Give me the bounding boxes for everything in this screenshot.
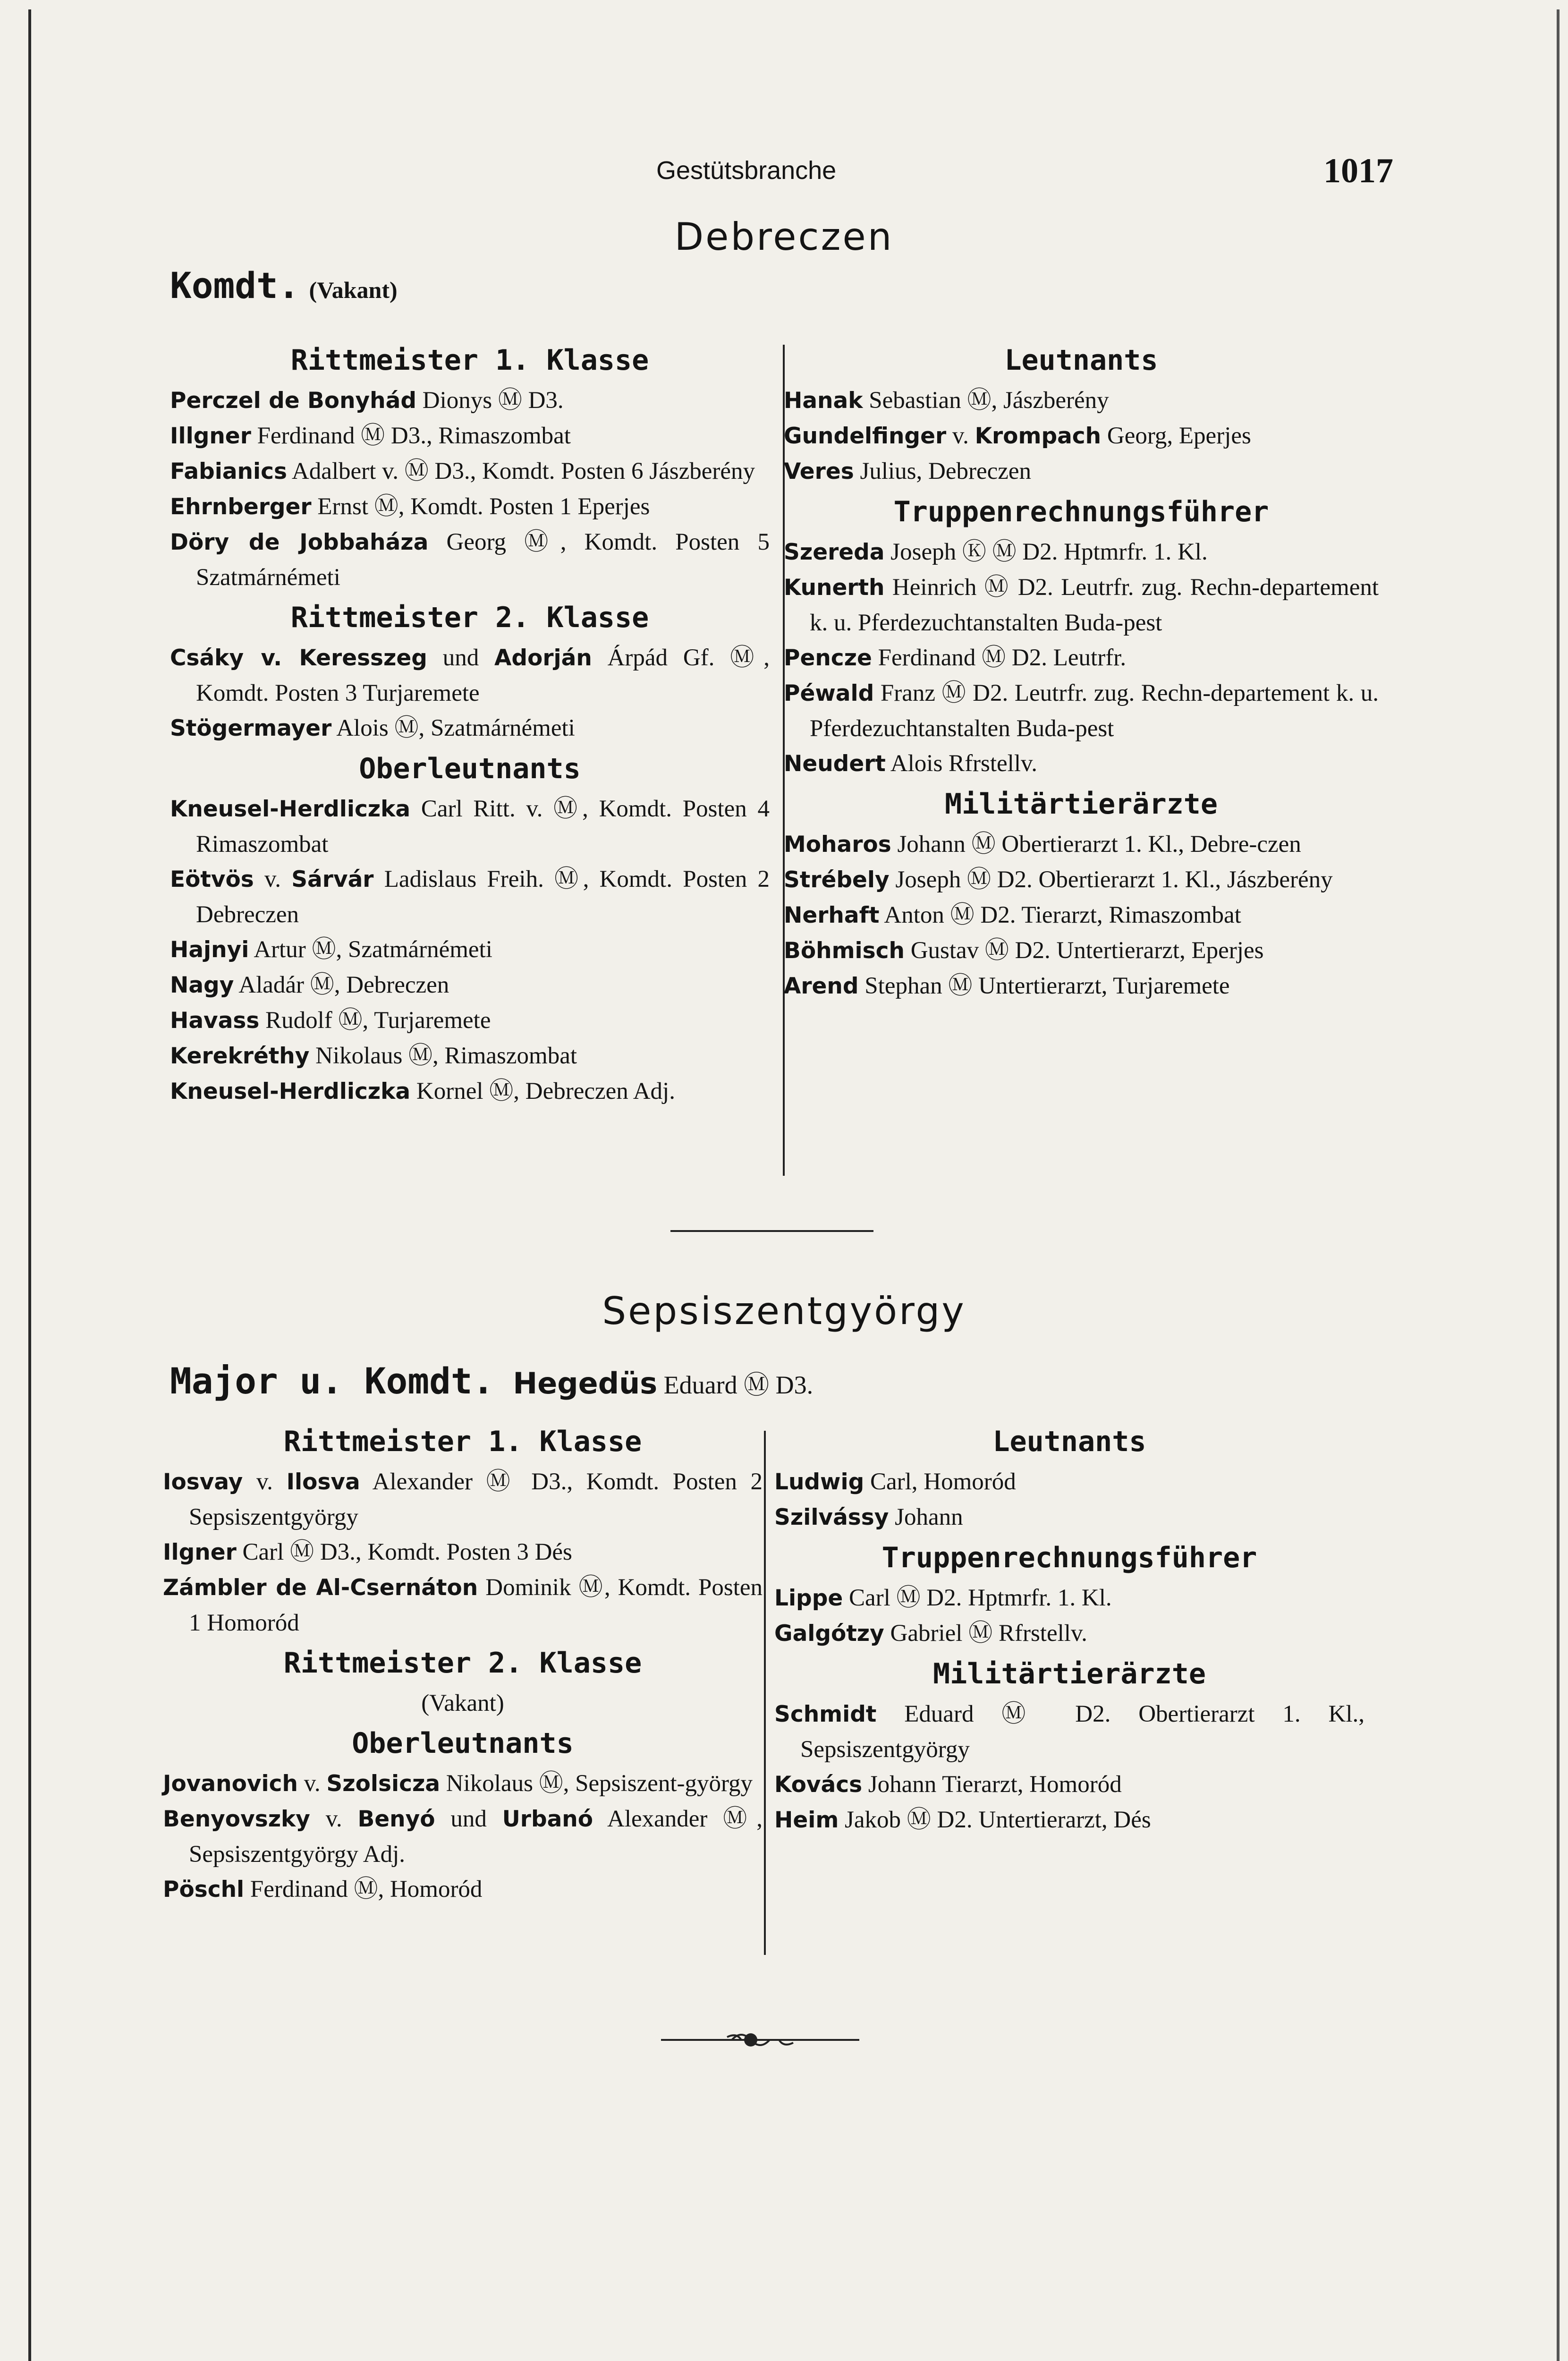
surname-part: Sárvár: [291, 866, 374, 892]
entry-details: Nikolaus Ⓜ, Sepsiszent-györgy: [440, 1770, 753, 1797]
entry-details: Stephan Ⓜ Untertierarzt, Turjaremete: [865, 973, 1230, 999]
roster-entry: [163, 1570, 763, 1640]
surname: Illgner: [170, 423, 251, 449]
roster-entry: [774, 1802, 1365, 1838]
surname: Péwald: [784, 680, 874, 706]
entry-details: Adalbert v. Ⓜ D3., Komdt. Posten 6 Jászberény: [291, 458, 755, 484]
surname: Heim: [774, 1807, 839, 1833]
roster-entry: [784, 676, 1379, 746]
roster-entry: [170, 1074, 770, 1109]
connector: v.: [243, 1469, 287, 1495]
rank-heading: Militärtierärzte: [945, 788, 1218, 821]
debreczen-right-column: [784, 338, 1379, 1004]
roster-entry: [774, 1697, 1365, 1767]
commander-name: Hegedüs: [513, 1366, 658, 1401]
commander-rank: Major u. Komdt.: [170, 1360, 494, 1402]
surname: Szilvássy: [774, 1504, 889, 1530]
entry-details: Nikolaus Ⓜ, Rimaszombat: [315, 1043, 577, 1069]
roster-entry: [784, 454, 1379, 489]
rank-heading: Rittmeister 1. Klasse: [283, 1425, 642, 1458]
section-title: Gestütsbranche: [656, 156, 837, 185]
surname: Hajnyi: [170, 937, 249, 963]
surname: Gundelfinger: [784, 423, 947, 449]
surname: Kovács: [774, 1772, 863, 1798]
section-separator: [670, 1230, 873, 1232]
surname: Iosvay: [163, 1469, 243, 1495]
roster-entry: [170, 454, 770, 489]
commander-rank: Komdt.: [170, 264, 300, 306]
entry-details: Alois Ⓜ, Szatmárnémeti: [336, 715, 575, 741]
sepsi-right-column: [774, 1419, 1365, 1838]
roster-entry: [774, 1464, 1365, 1500]
surname: Kneusel-Herdliczka: [170, 1079, 411, 1104]
rank-heading: Leutnants: [992, 1425, 1146, 1458]
rank-heading: Militärtierärzte: [933, 1657, 1206, 1690]
entry-details: Johann Ⓜ Obertierarzt 1. Kl., Debre-czen: [897, 831, 1301, 858]
surname: Fabianics: [170, 459, 287, 484]
vacant-note: (Vakant): [421, 1690, 504, 1716]
entry-details: Gustav Ⓜ D2. Untertierarzt, Eperjes: [910, 937, 1264, 964]
connector: v.: [310, 1806, 358, 1832]
surname: Strébely: [784, 867, 890, 893]
roster-entry: [170, 1038, 770, 1074]
entry-details: Jakob Ⓜ D2. Untertierarzt, Dés: [845, 1807, 1151, 1833]
surname: Galgótzy: [774, 1621, 884, 1647]
entry-details: Alexander Ⓜ, Sepsiszentgyörgy Adj.: [189, 1806, 763, 1868]
surname: Havass: [170, 1008, 260, 1034]
roster-entry: [774, 1500, 1365, 1535]
roster-entry: [170, 489, 770, 525]
entry-details: Eduard Ⓜ D2. Obertierarzt 1. Kl., Sepsiszentgyörgy: [800, 1701, 1365, 1763]
entry-details: Carl Ⓜ D3., Komdt. Posten 3 Dés: [242, 1539, 572, 1565]
entry-details: Gabriel Ⓜ Rfrstellv.: [890, 1620, 1087, 1647]
entry-details: Sebastian Ⓜ, Jászberény: [869, 387, 1109, 414]
entry-details: Georg Ⓜ, Komdt. Posten 5 Szatmárnémeti: [196, 529, 770, 591]
entry-details: Ferdinand Ⓜ D3., Rimaszombat: [257, 423, 571, 449]
roster-entry: [163, 1766, 763, 1801]
roster-entry: [784, 827, 1379, 862]
roster-entry: [784, 383, 1379, 418]
surname: Benyovszky: [163, 1806, 310, 1832]
roster-entry: [163, 1872, 763, 1907]
connector: v.: [946, 423, 975, 449]
surname: Nerhaft: [784, 902, 880, 928]
connector: und: [435, 1806, 502, 1832]
entry-details: Johann Tierarzt, Homoród: [868, 1771, 1122, 1798]
entry-details: Franz Ⓜ D2. Leutrfr. zug. Rechn-departement k. u. Pferdezuchtanstalten Buda-pest: [810, 680, 1379, 742]
roster-entry: [784, 862, 1379, 898]
commander-line-sepsi: [170, 1360, 813, 1402]
entry-details: Joseph Ⓜ D2. Obertierarzt 1. Kl., Jászberény: [895, 866, 1333, 893]
roster-entry: [170, 640, 770, 711]
entry-details: Dionys Ⓜ D3.: [422, 387, 564, 414]
entry-details: Alois Rfrstellv.: [890, 750, 1037, 777]
roster-entry: [784, 418, 1379, 454]
entry-details: Joseph Ⓚ Ⓜ D2. Hptmrfr. 1. Kl.: [890, 539, 1208, 565]
roster-entry: [170, 932, 770, 968]
roster-entry: [784, 968, 1379, 1004]
commander-note: (Vakant): [309, 277, 398, 303]
surname: Böhmisch: [784, 938, 905, 964]
roster-entry: [170, 862, 770, 932]
entry-details: Alexander Ⓜ D3., Komdt. Posten 2 Sepsiszentgyörgy: [189, 1469, 763, 1530]
surname: Szereda: [784, 539, 885, 565]
surname: Csáky v. Keresszeg: [170, 645, 427, 671]
surname-part: Ilosva: [286, 1469, 360, 1495]
roster-entry: [784, 898, 1379, 933]
rank-heading: Rittmeister 2. Klasse: [290, 601, 649, 634]
rank-heading: Oberleutnants: [359, 752, 581, 785]
surname: Perczel de Bonyhád: [170, 388, 416, 414]
sepsi-left-column: [163, 1419, 763, 1907]
surname-part: Krompach: [975, 423, 1102, 449]
commander-line-debreczen: [170, 264, 398, 306]
entry-details: Julius, Debreczen: [860, 458, 1031, 484]
connector: v.: [297, 1770, 327, 1797]
entry-details: Georg, Eperjes: [1101, 423, 1251, 449]
rank-heading: Rittmeister 1. Klasse: [290, 344, 649, 377]
roster-entry: [784, 570, 1379, 640]
surname: Moharos: [784, 832, 891, 858]
roster-entry: [170, 418, 770, 454]
surname: Jovanovich: [163, 1771, 298, 1797]
roster-entry: [774, 1580, 1365, 1616]
rank-heading: Leutnants: [1004, 344, 1158, 377]
surname-part: Benyó: [357, 1806, 435, 1832]
connector: v.: [254, 866, 292, 892]
rank-heading: Rittmeister 2. Klasse: [283, 1647, 642, 1680]
roster-entry: [170, 711, 770, 746]
surname: Ludwig: [774, 1469, 865, 1495]
roster-entry: [163, 1801, 763, 1872]
surname: Nagy: [170, 972, 234, 998]
entry-details: Ernst Ⓜ, Komdt. Posten 1 Eperjes: [317, 493, 650, 520]
roster-entry: [163, 1464, 763, 1535]
surname: Eötvös: [170, 866, 254, 892]
surname: Pencze: [784, 645, 872, 671]
running-head: [0, 152, 1568, 194]
roster-entry: [170, 968, 770, 1003]
entry-details: Ferdinand Ⓜ D2. Leutrfr.: [878, 645, 1127, 671]
roster-entry: [170, 525, 770, 595]
debreczen-left-column: [170, 338, 770, 1109]
roster-entry: [170, 1003, 770, 1038]
entry-details: Heinrich Ⓜ D2. Leutrfr. zug. Rechn-departement k. u. Pferdezuchtanstalten Buda-pest: [810, 574, 1379, 636]
roster-entry: [784, 535, 1379, 570]
entry-details: Árpád Gf. Ⓜ, Komdt. Posten 3 Turjaremete: [196, 645, 770, 706]
surname: Ehrnberger: [170, 494, 312, 520]
surname: Pöschl: [163, 1877, 245, 1902]
entry-details: Ladislaus Freih. Ⓜ, Komdt. Posten 2 Debreczen: [196, 866, 770, 928]
surname: Arend: [784, 973, 859, 999]
entry-details: Johann: [895, 1504, 963, 1530]
section-heading-debreczen: Debreczen: [674, 215, 894, 259]
roster-entry: [170, 383, 770, 418]
rank-heading: Oberleutnants: [352, 1727, 574, 1760]
entry-details: Carl Ritt. v. Ⓜ, Komdt. Posten 4 Rimaszombat: [196, 796, 770, 858]
surname: Kerekréthy: [170, 1043, 310, 1069]
roster-entry: [163, 1535, 763, 1570]
surname: Stögermayer: [170, 715, 332, 741]
surname: Kneusel-Herdliczka: [170, 796, 411, 822]
entry-details: Carl Ⓜ D2. Hptmrfr. 1. Kl.: [848, 1585, 1112, 1611]
surname: Veres: [784, 459, 854, 484]
entry-details: Kornel Ⓜ, Debreczen Adj.: [416, 1078, 675, 1104]
roster-entry: [774, 1767, 1365, 1802]
roster-entry: [784, 933, 1379, 968]
rank-heading: Truppenrechnungsführer: [893, 495, 1269, 528]
entry-details: Anton Ⓜ D2. Tierarzt, Rimaszombat: [884, 902, 1241, 928]
rank-heading: Truppenrechnungsführer: [881, 1541, 1257, 1574]
entry-details: Artur Ⓜ, Szatmárnémeti: [254, 936, 492, 963]
roster-entry: [784, 746, 1379, 781]
section-heading-sepsiszentgyorgy: Sepsiszentgyörgy: [602, 1289, 966, 1333]
entry-details: Aladár Ⓜ, Debreczen: [238, 972, 449, 998]
surname: Döry de Jobbaháza: [170, 529, 429, 555]
column-divider: [764, 1431, 766, 1955]
surname-part: Urbanó: [502, 1806, 593, 1832]
surname-part: Szolsicza: [326, 1771, 441, 1797]
surname: Kunerth: [784, 575, 885, 601]
entry-details: Ferdinand Ⓜ, Homoród: [250, 1876, 483, 1902]
surname: Ilgner: [163, 1539, 237, 1565]
surname-part: Adorján: [494, 645, 592, 671]
ornament-divider: [661, 2026, 859, 2054]
roster-entry: [774, 1616, 1365, 1651]
entry-details: Dominik Ⓜ, Komdt. Posten 1 Homoród: [189, 1574, 763, 1636]
page-number: 1017: [1323, 152, 1393, 190]
entry-details: Rudolf Ⓜ, Turjaremete: [265, 1007, 491, 1034]
entry-details: Carl, Homoród: [870, 1469, 1016, 1495]
surname: Neudert: [784, 751, 886, 777]
surname: Zámbler de Al-Csernáton: [163, 1575, 478, 1601]
connector: und: [427, 645, 495, 671]
surname: Lippe: [774, 1585, 843, 1611]
roster-entry: [170, 791, 770, 862]
surname: Schmidt: [774, 1701, 877, 1727]
surname: Hanak: [784, 388, 863, 414]
commander-details: Eduard Ⓜ D3.: [657, 1371, 814, 1399]
roster-entry: [784, 640, 1379, 676]
